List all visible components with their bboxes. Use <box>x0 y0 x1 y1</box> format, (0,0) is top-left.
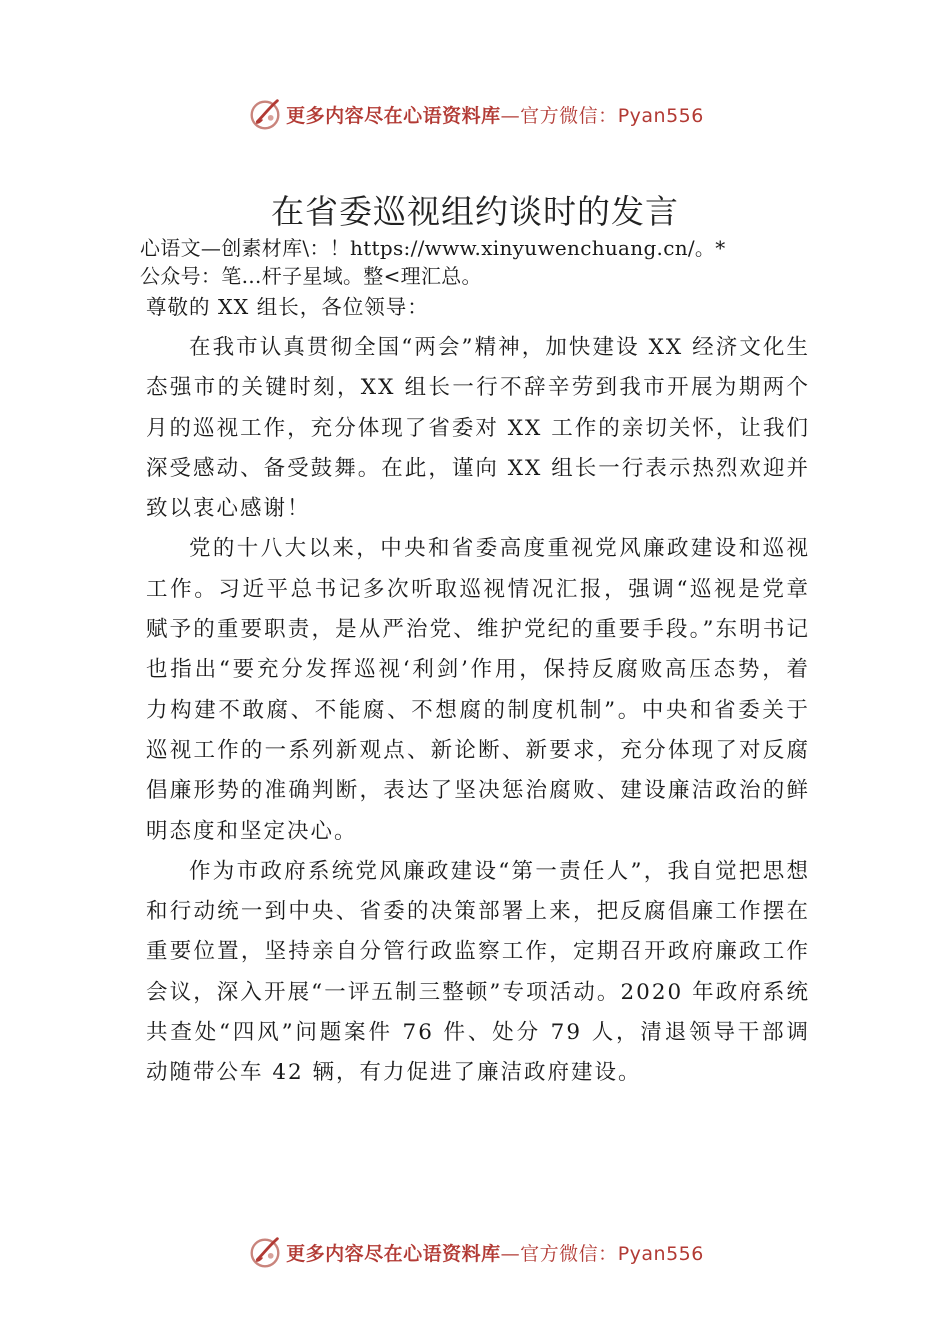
paragraph: 作为市政府系统党风廉政建设“第一责任人”，我自觉把思想和行动统一到中央、省委的决策部署上来，把反腐倡廉工作摆在重要位置，坚持亲自分管行政监察工作，定期召开政府廉政工作会议，深入开展“一评五制三整顿”专项活动。2020 年政府系统共查处“四风”问题案件 76 件、处分 79 人，清退领导干部调动随带公车 42 辆，有力促进了廉洁政府建设。 <box>146 858 810 1086</box>
banner-text <box>286 101 704 128</box>
brush-logo-icon <box>246 1233 284 1271</box>
banner-text <box>286 1239 704 1266</box>
paragraph: 党的十八大以来，中央和省委高度重视党风廉政建设和巡视工作。习近平总书记多次听取巡视情况汇报，强调“巡视是党章赋予的重要职责，是从严治党、维护党纪的重要手段。”东明书记也指出“要充分发挥巡视‘利剑’作用，保持反腐败高压态势，着力构建不敢腐、不能腐、不想腐的制度机制”。中央和省委关于巡视工作的一系列新观点、新论断、新要求，充分体现了对反腐倡廉形势的准确判断，表达了坚决惩治腐败、建设廉洁政治的鲜明态度和坚定决心。 <box>146 536 810 844</box>
banner-wechat-id: Pyan556 <box>617 104 704 127</box>
header-banner <box>0 94 950 134</box>
banner-separator: — <box>500 104 521 127</box>
banner-brand: 更多内容尽在心语资料库 <box>286 104 501 127</box>
banner-brand: 更多内容尽在心语资料库 <box>286 1242 501 1265</box>
banner-wechat-id: Pyan556 <box>617 1242 704 1265</box>
salutation: 尊敬的 XX 组长，各位领导： <box>146 295 429 319</box>
brush-logo-icon <box>246 95 284 133</box>
wechat-account-line: 公众号：笔…杆子星域。整<理汇总。 <box>140 264 482 288</box>
footer-banner <box>0 1232 950 1272</box>
document-title: 在省委巡视组约谈时的发言 <box>271 192 679 231</box>
paragraph: 在我市认真贯彻全国“两会”精神，加快建设 XX 经济文化生态强市的关键时刻，XX 组长一行不辞辛劳到我市开展为期两个月的巡视工作，充分体现了省委对 XX 工作的亲切关怀，让我们深受感动、备受鼓舞。在此，谨向 XX 组长一行表示热烈欢迎并致以衷心感谢！ <box>146 335 810 522</box>
banner-wechat-label: 官方微信： <box>520 1242 618 1265</box>
banner-separator: — <box>500 1242 521 1265</box>
speech-body <box>146 328 810 1094</box>
source-line: 心语文—创素材库\：！https://www.xinyuwenchuang.cn/。* <box>140 236 726 260</box>
banner-wechat-label: 官方微信： <box>520 104 618 127</box>
